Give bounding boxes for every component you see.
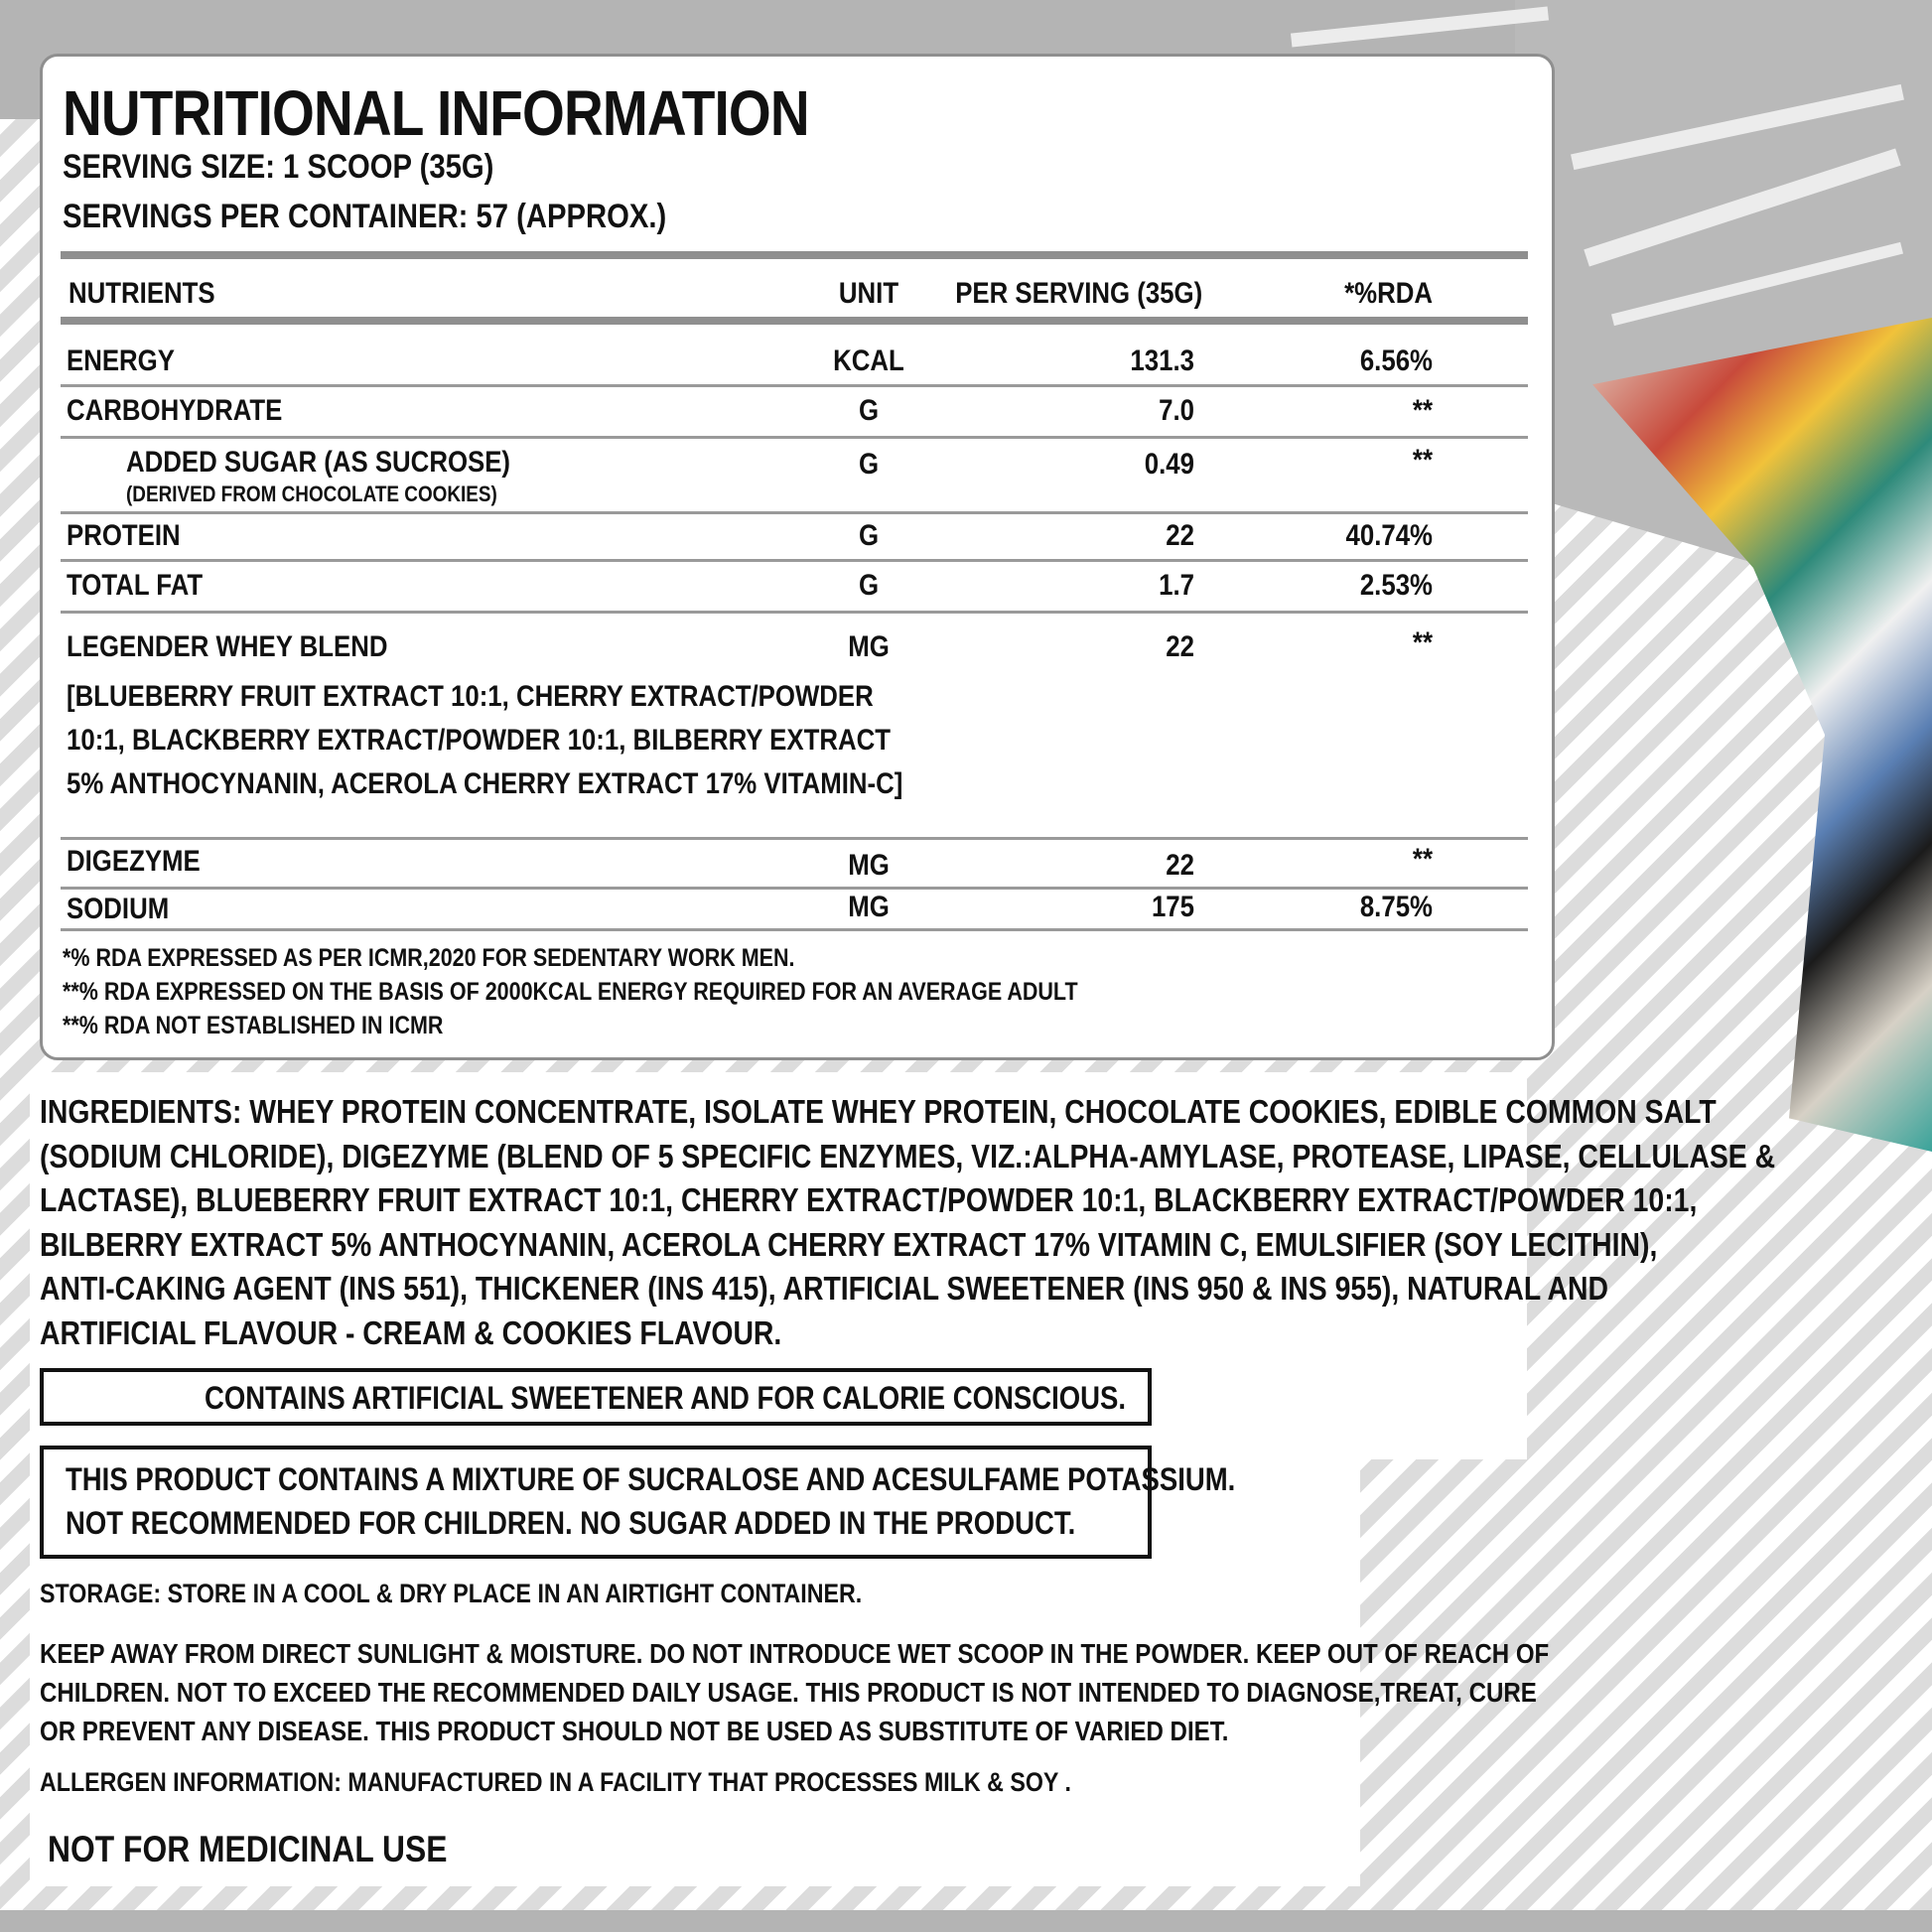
keep-away-text [40,1634,1549,1750]
row-rda: 6.56% [1359,345,1433,377]
row-divider [61,559,1528,562]
ingredients-line: BILBERRY EXTRACT 5% ANTHOCYNANIN, ACEROLA CHERRY EXTRACT 17% VITAMIN C, EMULSIFIER (SOY LECITHIN), [40,1225,1658,1263]
row-unit: G [858,448,880,481]
warning-line: NOT RECOMMENDED FOR CHILDREN. NO SUGAR ADDED IN THE PRODUCT. [66,1505,1076,1541]
column-header-unit: UNIT [838,277,899,310]
servings-per-container: SERVINGS PER CONTAINER: 57 (APPROX.) [63,198,667,235]
row-per-serving: 22 [1166,849,1194,882]
keep-away-line: OR PREVENT ANY DISEASE. THIS PRODUCT SHOULD NOT BE USED AS SUBSTITUTE OF VARIED DIET. [40,1716,1229,1746]
row-unit: MG [848,630,890,663]
notice-text: CONTAINS ARTIFICIAL SWEETENER AND FOR CALORIE CONSCIOUS. [205,1380,1127,1416]
row-detail-line: 5% ANTHOCYNANIN, ACEROLA CHERRY EXTRACT 17% VITAMIN-C] [67,767,903,800]
footnote: *% RDA EXPRESSED AS PER ICMR,2020 FOR SEDENTARY WORK MEN. [63,944,795,972]
background-bottom-band [0,1910,1932,1932]
row-rda: 2.53% [1359,569,1433,602]
storage-text: STORAGE: STORE IN A COOL & DRY PLACE IN AN AIRTIGHT CONTAINER. [40,1579,863,1608]
serving-size: SERVING SIZE: 1 SCOOP (35G) [63,148,494,186]
row-per-serving: 1.7 [1159,569,1194,602]
row-per-serving: 7.0 [1159,394,1194,427]
warning-line: THIS PRODUCT CONTAINS A MIXTURE OF SUCRALOSE AND ACESULFAME POTASSIUM. [66,1461,1236,1497]
column-header-per-serving: PER SERVING (35G) [955,277,1203,310]
row-detail-line: 10:1, BLACKBERRY EXTRACT/POWDER 10:1, BILBERRY EXTRACT [67,724,892,757]
row-name: ADDED SUGAR (AS SUCROSE) [126,446,511,479]
row-per-serving: 131.3 [1130,345,1194,377]
footnote: **% RDA EXPRESSED ON THE BASIS OF 2000KCAL ENERGY REQUIRED FOR AN AVERAGE ADULT [63,978,1078,1006]
row-unit: G [858,519,880,552]
row-name: CARBOHYDRATE [67,394,283,427]
row-name: PROTEIN [67,519,181,552]
row-divider [61,611,1528,614]
row-unit: G [858,569,880,602]
ingredients-text [40,1090,1775,1355]
row-divider [61,384,1528,387]
row-divider [61,887,1528,890]
header-rule [61,317,1528,325]
row-rda: ** [1412,444,1433,477]
ingredients-line: INGREDIENTS: WHEY PROTEIN CONCENTRATE, ISOLATE WHEY PROTEIN, CHOCOLATE COOKIES, EDIBLE COMMON SALT [40,1093,1717,1130]
row-unit: MG [848,891,890,923]
table-top-rule [61,251,1528,259]
row-subnote: (DERIVED FROM CHOCOLATE COOKIES) [126,482,497,506]
row-divider [61,837,1528,840]
row-divider [61,436,1528,439]
nutrition-title: NUTRITIONAL INFORMATION [63,77,809,149]
ingredients-line: LACTASE), BLUEBERRY FRUIT EXTRACT 10:1, CHERRY EXTRACT/POWDER 10:1, BLACKBERRY EXTRACT/POWDER 10:1, [40,1181,1698,1218]
artificial-sweetener-notice [40,1368,1152,1426]
keep-away-line: CHILDREN. NOT TO EXCEED THE RECOMMENDED DAILY USAGE. THIS PRODUCT IS NOT INTENDED TO DIAGNOSE,TREAT, CURE [40,1677,1537,1708]
nutrition-facts-box [40,54,1555,1060]
row-rda: 8.75% [1359,891,1433,923]
row-per-serving: 22 [1166,630,1194,663]
row-name: LEGENDER WHEY BLEND [67,630,388,663]
not-for-medicinal-use: NOT FOR MEDICINAL USE [48,1829,448,1869]
row-detail-line: [BLUEBERRY FRUIT EXTRACT 10:1, CHERRY EXTRACT/POWDER [67,680,874,713]
row-rda: ** [1412,843,1433,876]
row-rda: 40.74% [1345,519,1433,552]
table-bottom-rule [61,928,1528,931]
row-unit: KCAL [833,345,904,377]
row-name: DIGEZYME [67,845,201,878]
column-header-rda: *%RDA [1344,277,1433,310]
row-rda: ** [1412,626,1433,659]
ingredients-line: (SODIUM CHLORIDE), DIGEZYME (BLEND OF 5 SPECIFIC ENZYMES, VIZ.:ALPHA-AMYLASE, PROTEASE, LIPASE, CELLULASE & [40,1137,1776,1174]
row-unit: G [858,394,880,427]
column-header-nutrients: NUTRIENTS [69,277,215,310]
allergen-text: ALLERGEN INFORMATION: MANUFACTURED IN A FACILITY THAT PROCESSES MILK & SOY . [40,1767,1071,1797]
footnote: **% RDA NOT ESTABLISHED IN ICMR [63,1012,444,1039]
row-unit: MG [848,849,890,882]
row-per-serving: 0.49 [1144,448,1194,481]
row-per-serving: 22 [1166,519,1194,552]
row-rda: ** [1412,394,1433,427]
row-name: TOTAL FAT [67,569,204,602]
sweetener-warning-box [40,1446,1236,1559]
row-divider [61,511,1528,514]
ingredients-line: ARTIFICIAL FLAVOUR - CREAM & COOKIES FLAVOUR. [40,1313,782,1351]
row-name: SODIUM [67,893,170,925]
row-name: ENERGY [67,345,175,377]
keep-away-line: KEEP AWAY FROM DIRECT SUNLIGHT & MOISTURE. DO NOT INTRODUCE WET SCOOP IN THE POWDER. KEEP OUT OF REACH OF [40,1638,1550,1669]
ingredients-line: ANTI-CAKING AGENT (INS 551), THICKENER (INS 415), ARTIFICIAL SWEETENER (INS 950 & INS 955), NATURAL AND [40,1270,1609,1307]
row-per-serving: 175 [1151,891,1194,923]
